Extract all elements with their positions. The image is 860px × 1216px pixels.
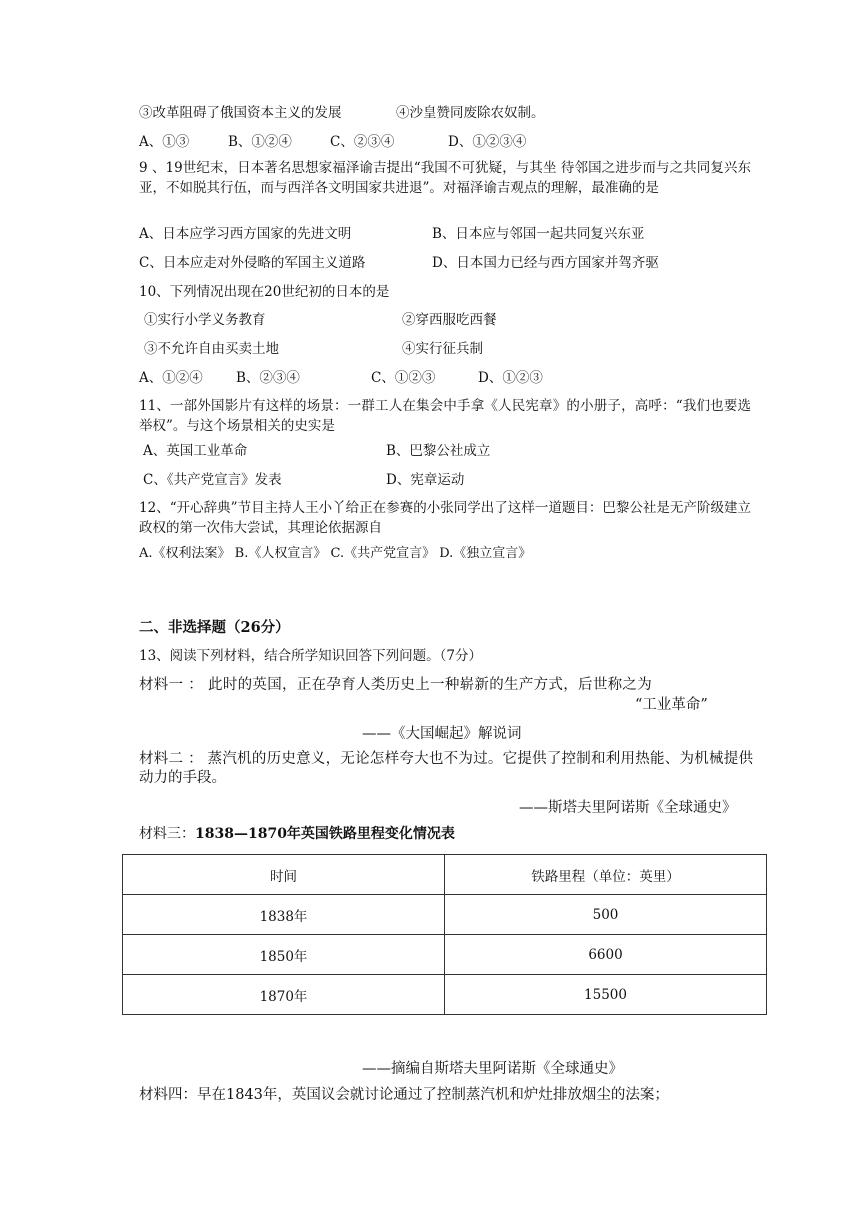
q8-choice-a: A、①③ [139,134,190,150]
q10-choice-a: A、①②④ [139,370,203,386]
table-cell-mileage: 15500 [445,975,767,1015]
q12-choices: A.《权利法案》 B.《人权宣言》 C.《共产党宣言》 D.《独立宣言》 [139,546,532,561]
q9-choice-a: A、日本应学习西方国家的先进文明 [139,226,352,242]
q8-option-4: ④沙皇赞同废除农奴制。 [396,105,545,121]
q11-choice-b: B、巴黎公社成立 [386,443,491,459]
q10-option-4: ④实行征兵制 [402,341,483,357]
q10-choice-b: B、②③④ [236,370,300,386]
railway-table [122,854,767,1015]
q8-choice-b: B、①②④ [228,134,292,150]
material-1: 材料一 ： 此时的英国，正在孕育人类历史上一种崭新的生产方式，后世称之为 [139,677,653,693]
table-caption: 1838—1870年英国铁路里程变化情况表 [195,826,455,842]
material-1-end: “工业革命” [635,697,708,713]
q10-choice-d: D、①②③ [478,370,543,386]
q9-choice-d: D、日本国力已经与西方国家并驾齐驱 [432,255,659,271]
table-header-time: 时间 [123,855,445,895]
table-cell-mileage: 6600 [445,935,767,975]
q12-stem: 12、“开心辞典”节目主持人王小丫给正在参赛的小张同学出了这样一道题目：巴黎公社是无产阶级建立政权的第一次伟大尝试，其理论依据源自 [139,500,751,536]
material-2: 材料二 ： 蒸汽机的历史意义，无论怎样夸大也不为过。它提供了控制和利用热能、为机械提供动力的手段。 [139,751,753,786]
q11-choice-d: D、宪章运动 [386,472,465,488]
material-4: 材料四：早在1843年，英国议会就讨论通过了控制蒸汽机和炉灶排放烟尘的法案； [139,1087,669,1103]
table-cell-year: 1838年 [123,895,445,935]
q11-choice-c: C、《共产党宣言》发表 [143,472,282,488]
q13-stem: 13、阅读下列材料，结合所学知识回答下列问题。（7分） [139,648,483,664]
q10-option-3: ③不允许自由买卖土地 [144,341,279,357]
table-header-mileage: 铁路里程（单位：英里） [445,855,767,895]
material-2-source: ——斯塔夫里阿诺斯《全球通史》 [519,800,737,816]
q10-stem: 10、下列情况出现在20世纪初的日本的是 [139,284,390,300]
material-3-source: ——摘编自斯塔夫里阿诺斯《全球通史》 [362,1061,623,1077]
table-cell-mileage: 500 [445,895,767,935]
q8-option-3: ③改革阻碍了俄国资本主义的发展 [139,105,342,121]
table-header-row [123,855,767,895]
q10-choice-c: C、①②③ [371,370,436,386]
q9-stem: 9 、19世纪末，日本著名思想家福泽谕吉提出“我国不可犹疑，与其坐 待邻国之进步而与之共同复兴东亚，不如脱其行伍，而与西洋各文明国家共进退”。对福泽谕吉观点的理解，最准确的是 [139,160,751,196]
table-row [123,895,767,935]
table-cell-year: 1850年 [123,935,445,975]
q11-choice-a: A、英国工业革命 [143,443,248,459]
q8-choice-d: D、①②③④ [448,134,527,150]
q10-option-2: ②穿西服吃西餐 [402,312,497,328]
q8-choice-c: C、②③④ [330,134,395,150]
section-heading: 二、非选择题（26分） [139,619,290,636]
table-row [123,975,767,1015]
q9-choice-c: C、日本应走对外侵略的军国主义道路 [139,255,366,271]
table-cell-year: 1870年 [123,975,445,1015]
material-1-source: ——《大国崛起》解说词 [362,726,522,742]
q11-stem: 11、一部外国影片有这样的场景：一群工人在集会中手拿《人民宪章》的小册子，高呼：“我们也要选举权”。与这个场景相关的史实是 [139,398,751,434]
material-3-label: 材料三： [139,826,195,842]
material-3-title [139,825,455,843]
table-row [123,935,767,975]
q9-choice-b: B、日本应与邻国一起共同复兴东亚 [432,226,645,242]
q10-option-1: ①实行小学义务教育 [144,312,266,328]
